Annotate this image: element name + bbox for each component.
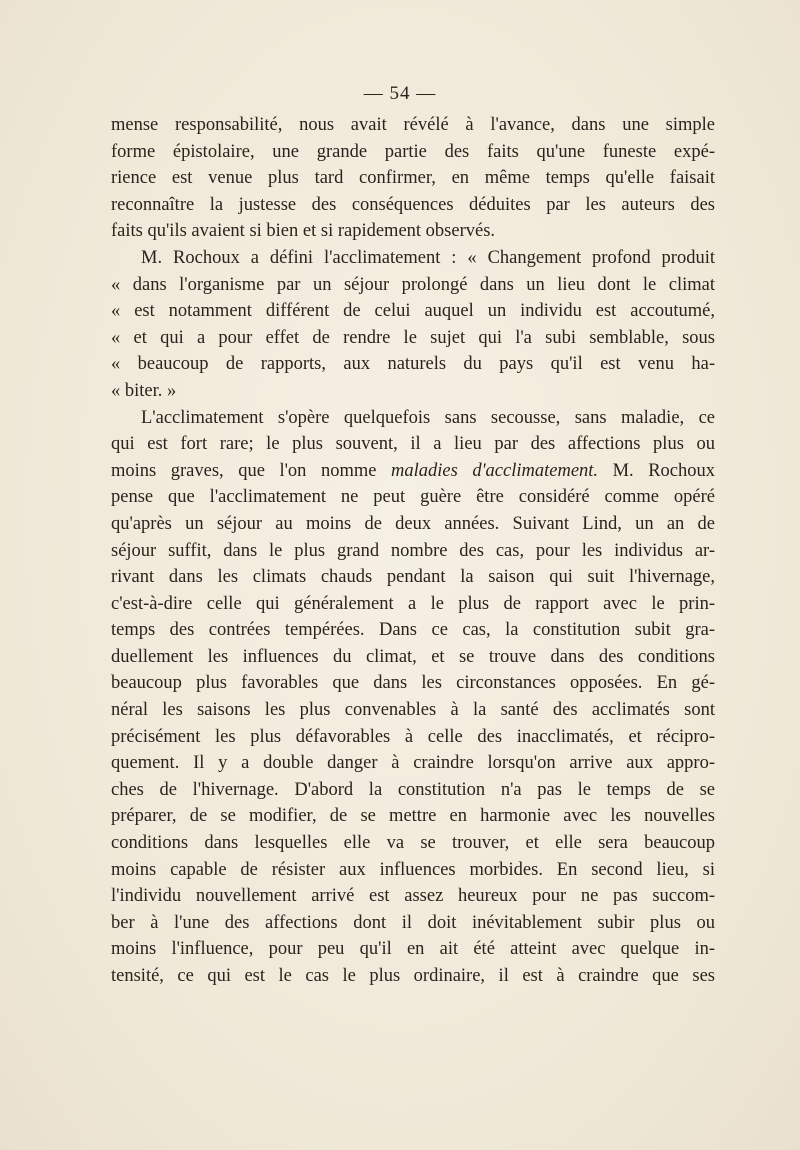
text-line: « beaucoup de rapports, aux naturels du pays qu'il est venu ha- <box>111 354 715 375</box>
text-line: précisément les plus défavorables à celle des inacclimatés, et récipro- <box>111 726 715 747</box>
text-line: ber à l'une des affections dont il doit inévitablement subir plus ou <box>111 912 715 933</box>
text-line: tensité, ce qui est le cas le plus ordinaire, il est à craindre que ses <box>111 966 715 986</box>
body-text <box>111 112 715 990</box>
text-line: préparer, de se modifier, de se mettre en harmonie avec les nouvelles <box>111 806 715 827</box>
text-line: « est notamment différent de celui auquel un individu est accoutumé, <box>111 301 715 322</box>
text-line: séjour suffit, dans le plus grand nombre des cas, pour les individus ar- <box>111 540 715 561</box>
italic-term: maladies d'acclimatement. <box>391 460 599 481</box>
text-segment: moins graves, que l'on nomme <box>111 460 377 481</box>
text-line: beaucoup plus favorables que dans les circonstances opposées. En gé- <box>111 673 715 694</box>
text-line: c'est-à-dire celle qui généralement a le plus de rapport avec le prin- <box>111 593 715 614</box>
text-line-mixed <box>111 458 715 485</box>
text-line: « dans l'organisme par un séjour prolongé dans un lieu dont le climat <box>111 274 715 295</box>
page-number: — 54 — <box>363 83 437 104</box>
text-line: « biter. » <box>111 380 177 401</box>
text-line: reconnaître la justesse des conséquences déduites par les auteurs des <box>111 194 715 215</box>
text-line: moins capable de résister aux influences morbides. En second lieu, si <box>111 859 715 880</box>
text-line: L'acclimatement s'opère quelquefois sans secousse, sans maladie, ce <box>141 407 715 428</box>
text-line: moins l'influence, pour peu qu'il en ait été atteint avec quelque in- <box>111 939 715 960</box>
text-line: pense que l'acclimatement ne peut guère être considéré comme opéré <box>111 487 715 508</box>
text-line: quement. Il y a double danger à craindre lorsqu'on arrive aux appro- <box>111 753 715 774</box>
text-line: « et qui a pour effet de rendre le sujet qui l'a subi semblable, sous <box>111 327 715 348</box>
text-line: rience est venue plus tard confirmer, en même temps qu'elle faisait <box>111 168 715 189</box>
text-line: rivant dans les climats chauds pendant la saison qui suit l'hivernage, <box>111 567 715 588</box>
text-line: qu'après un séjour au moins de deux années. Suivant Lind, un an de <box>111 513 715 534</box>
text-line: conditions dans lesquelles elle va se trouver, et elle sera beaucoup <box>111 833 715 854</box>
text-line: temps des contrées tempérées. Dans ce cas, la constitution subit gra- <box>111 620 715 641</box>
text-line: néral les saisons les plus convenables à la santé des acclimatés sont <box>111 700 715 721</box>
text-line: faits qu'ils avaient si bien et si rapidement observés. <box>111 221 496 242</box>
text-line: duellement les influences du climat, et se trouve dans des conditions <box>111 646 715 667</box>
text-segment: M. Rochoux <box>612 460 716 481</box>
text-line: qui est fort rare; le plus souvent, il a lieu par des affections plus ou <box>111 434 715 455</box>
text-line: forme épistolaire, une grande partie des faits qu'une funeste expé- <box>111 141 715 162</box>
text-line: M. Rochoux a défini l'acclimatement : « Changement profond produit <box>141 247 715 268</box>
text-line: ches de l'hivernage. D'abord la constitution n'a pas le temps de se <box>111 779 715 800</box>
text-line: l'individu nouvellement arrivé est assez heureux pour ne pas succom- <box>111 886 715 907</box>
text-line: mense responsabilité, nous avait révélé à l'avance, dans une simple <box>111 115 715 135</box>
